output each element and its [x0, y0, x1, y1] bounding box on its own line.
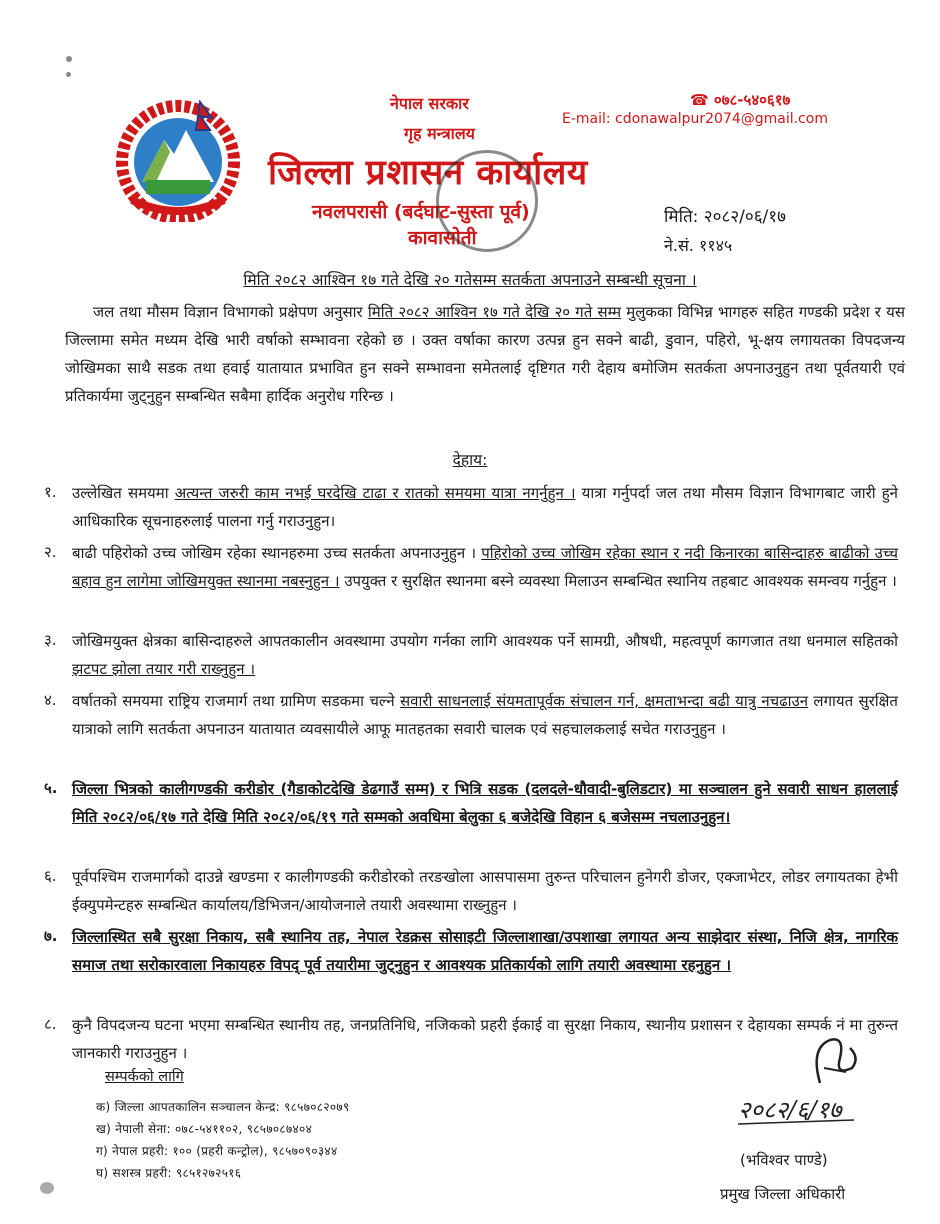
handwritten-date: [734, 1090, 904, 1130]
scan-mark: [66, 56, 72, 62]
contact-line: घ) सशस्त्र प्रहरी: ९८५१२७२५१६: [96, 1166, 242, 1180]
list-item: बाढी पहिरोको उच्च जोखिम रहेका स्थानहरुमा उच्च सतर्कता अपनाउनुहुन । पहिरोको उच्च जोखिम रहेका स्थान र नदी किनारका बासिन्दाहरु बाढीको उच्च बहाव हुन लागेमा जोखिमयुक्त स्थानमा नबस्नुहुन । उपयुक्त र सुरक्षित स्थानमा बस्ने व्यवस्था मिलाउन सम्बन्धित स्थानिय तहबाट आवश्यक समन्वय गर्नुहुन ।: [72, 544, 898, 590]
scan-mark: [66, 72, 71, 77]
reference-number: ने.सं. ११४५: [664, 236, 733, 255]
item-number: ४.: [44, 691, 57, 709]
item-number: २.: [44, 543, 57, 561]
list-item: पूर्वपश्चिम राजमार्गको दाउन्ने खण्डमा र कालीगण्डकी करीडोरको तरङखोला आसपासमा तुरुन्त परिचालन हुनेगरी डोजर, एक्जाभेटर, लोडर लगायतका हेभी ईक्युपमेन्टहरु सम्बन्धित कार्यालय/डिभिजन/आयोजनाले तयारी अवस्थामा राख्नुहुन ।: [72, 868, 898, 914]
item-number: ८.: [44, 1015, 57, 1033]
letter-date: मिति: २०८२/०६/१७: [664, 207, 786, 227]
contact-line: ख) नेपाली सेना: ०७८-५४११०२, ९८५७०८७४०४: [96, 1122, 313, 1136]
item-number: ३.: [44, 631, 57, 649]
scan-mark: [40, 1182, 54, 1194]
email-address: E-mail: cdonawalpur2074@gmail.com: [562, 111, 828, 127]
ministry-name: गृह मन्त्रालय: [404, 124, 475, 143]
item-number: १.: [44, 483, 57, 501]
list-item: जिल्ला भित्रको कालीगण्डकी करीडोर (गैडाकोटदेखि डेढगाउँ सम्म) र भित्रि सडक (दलदले-धौवादी-बुलिडटार) मा सञ्चालन हुने सवारी साधन हाललाई मिति २०८२/०६/१७ गते देखि मिति २०८२/०६/१९ गते सम्मको अवधिमा बेलुका ६ बजेदेखि विहान ६ बजेसम्म नचलाउनुहुन।: [72, 780, 898, 826]
list-item: जोखिमयुक्त क्षेत्रका बासिन्दाहरुले आपतकालीन अवस्थामा उपयोग गर्नका लागि आवश्यक पर्ने सामग्री, औषधी, महत्वपूर्ण कागजात तथा धनमाल सहितको झटपट झोला तयार गरी राख्नुहुन ।: [72, 632, 898, 678]
notice-title: मिति २०८२ आश्विन १७ गते देखि २० गतेसम्म सतर्कता अपनाउने सम्बन्धी सूचना ।: [243, 271, 697, 289]
signature: [800, 1028, 870, 1098]
item-number: ५.: [44, 779, 58, 797]
list-item: जिल्लास्थित सबै सुरक्षा निकाय, सबै स्थानिय तह, नेपाल रेडक्रस सोसाइटी जिल्लाशाखा/उपशाखा लगायत अन्य साझेदार संस्था, निजि क्षेत्र, नागरिक समाज तथा सरोकारवाला निकायहरु विपद् पूर्व तयारीमा जुट्नुहुन र आवश्यक प्रतिकार्यको लागि तयारी अवस्थामा रहनुहुन ।: [72, 928, 898, 974]
nepal-emblem-icon: [112, 96, 244, 222]
office-name: जिल्ला प्रशासन कार्यालय: [268, 153, 588, 193]
item-number: ६.: [44, 867, 57, 885]
contact-line: क) जिल्ला आपतकालिन सञ्चालन केन्द्र: ९८५७०८२०७९: [96, 1100, 350, 1114]
svg-text:२०८२/६/१७: २०८२/६/१७: [738, 1096, 842, 1124]
dehay-heading: देहाय:: [452, 451, 488, 469]
contact-line: ग) नेपाल प्रहरी: १०० (प्रहरी कन्ट्रोल), ९८५७०९०३४४: [96, 1144, 338, 1158]
item-number: ७.: [44, 927, 58, 945]
officer-title: प्रमुख जिल्ला अधिकारी: [720, 1185, 846, 1203]
list-item: कुनै विपदजन्य घटना भएमा सम्बन्धित स्थानीय तह, जनप्रतिनिधि, नजिकको प्रहरी ईकाई वा सुरक्षा निकाय, स्थानीय प्रशासन र देहायका सम्पर्क नं मा तुरुन्त जानकारी गराउनुहुन ।: [72, 1016, 898, 1062]
office-stamp: [436, 150, 538, 252]
phone-number: ☎ ०७८-५४०६१७: [690, 91, 791, 109]
officer-name: (भविश्वर पाण्डे): [740, 1151, 828, 1169]
office-location: कावासोती: [408, 227, 477, 249]
contact-heading: सम्पर्कको लागि: [105, 1069, 184, 1085]
intro-paragraph: जल तथा मौसम विज्ञान विभागको प्रक्षेपण अनुसार मिति २०८२ आश्विन १७ गते देखि २० गते सम्म मुलुकका विभिन्न भागहरु सहित गण्डकी प्रदेश र यस जिल्लामा समेत मध्यम देखि भारी वर्षाको सम्भावना रहेको छ । उक्त वर्षाका कारण उत्पन्न हुन सक्ने बाढी, डुवान, पहिरो, भू-क्षय लगायतका विपदजन्य जोखिमका साथै सडक तथा हवाई यातायात प्रभावित हुन सक्ने सम्भावना समेतलाई दृष्टिगत गरी देहाय बमोजिम सतर्कता अपनाउनुहुन तथा पूर्वतयारी एवं प्रतिकार्यमा जुट्नुहुन सम्बन्धित सबैमा हार्दिक अनुरोध गरिन्छ ।: [65, 303, 905, 405]
district-name: नवलपरासी (बर्दघाट-सुस्ता पूर्व): [312, 201, 530, 223]
list-item: वर्षातको समयमा राष्ट्रिय राजमार्ग तथा ग्रामिण सडकमा चल्ने सवारी साधनलाई संयमतापूर्वक संचालन गर्न, क्षमताभन्दा बढी यात्रु नचढाउन लगायत सुरक्षित यात्राको लागि सतर्कता अपनाउन यातायात व्यवसायीले आफू मातहतका सवारी चालक एवं सहचालकलाई सचेत गराउनुहुन ।: [72, 692, 898, 738]
list-item: उल्लेखित समयमा अत्यन्त जरुरी काम नभई घरदेखि टाढा र रातको समयमा यात्रा नगर्नुहुन । यात्रा गर्नुपर्दा जल तथा मौसम विज्ञान विभागबाट जारी हुने आधिकारिक सूचनाहरुलाई पालना गर्नु गराउनुहुन।: [72, 484, 899, 530]
gov-name: नेपाल सरकार: [390, 94, 469, 113]
